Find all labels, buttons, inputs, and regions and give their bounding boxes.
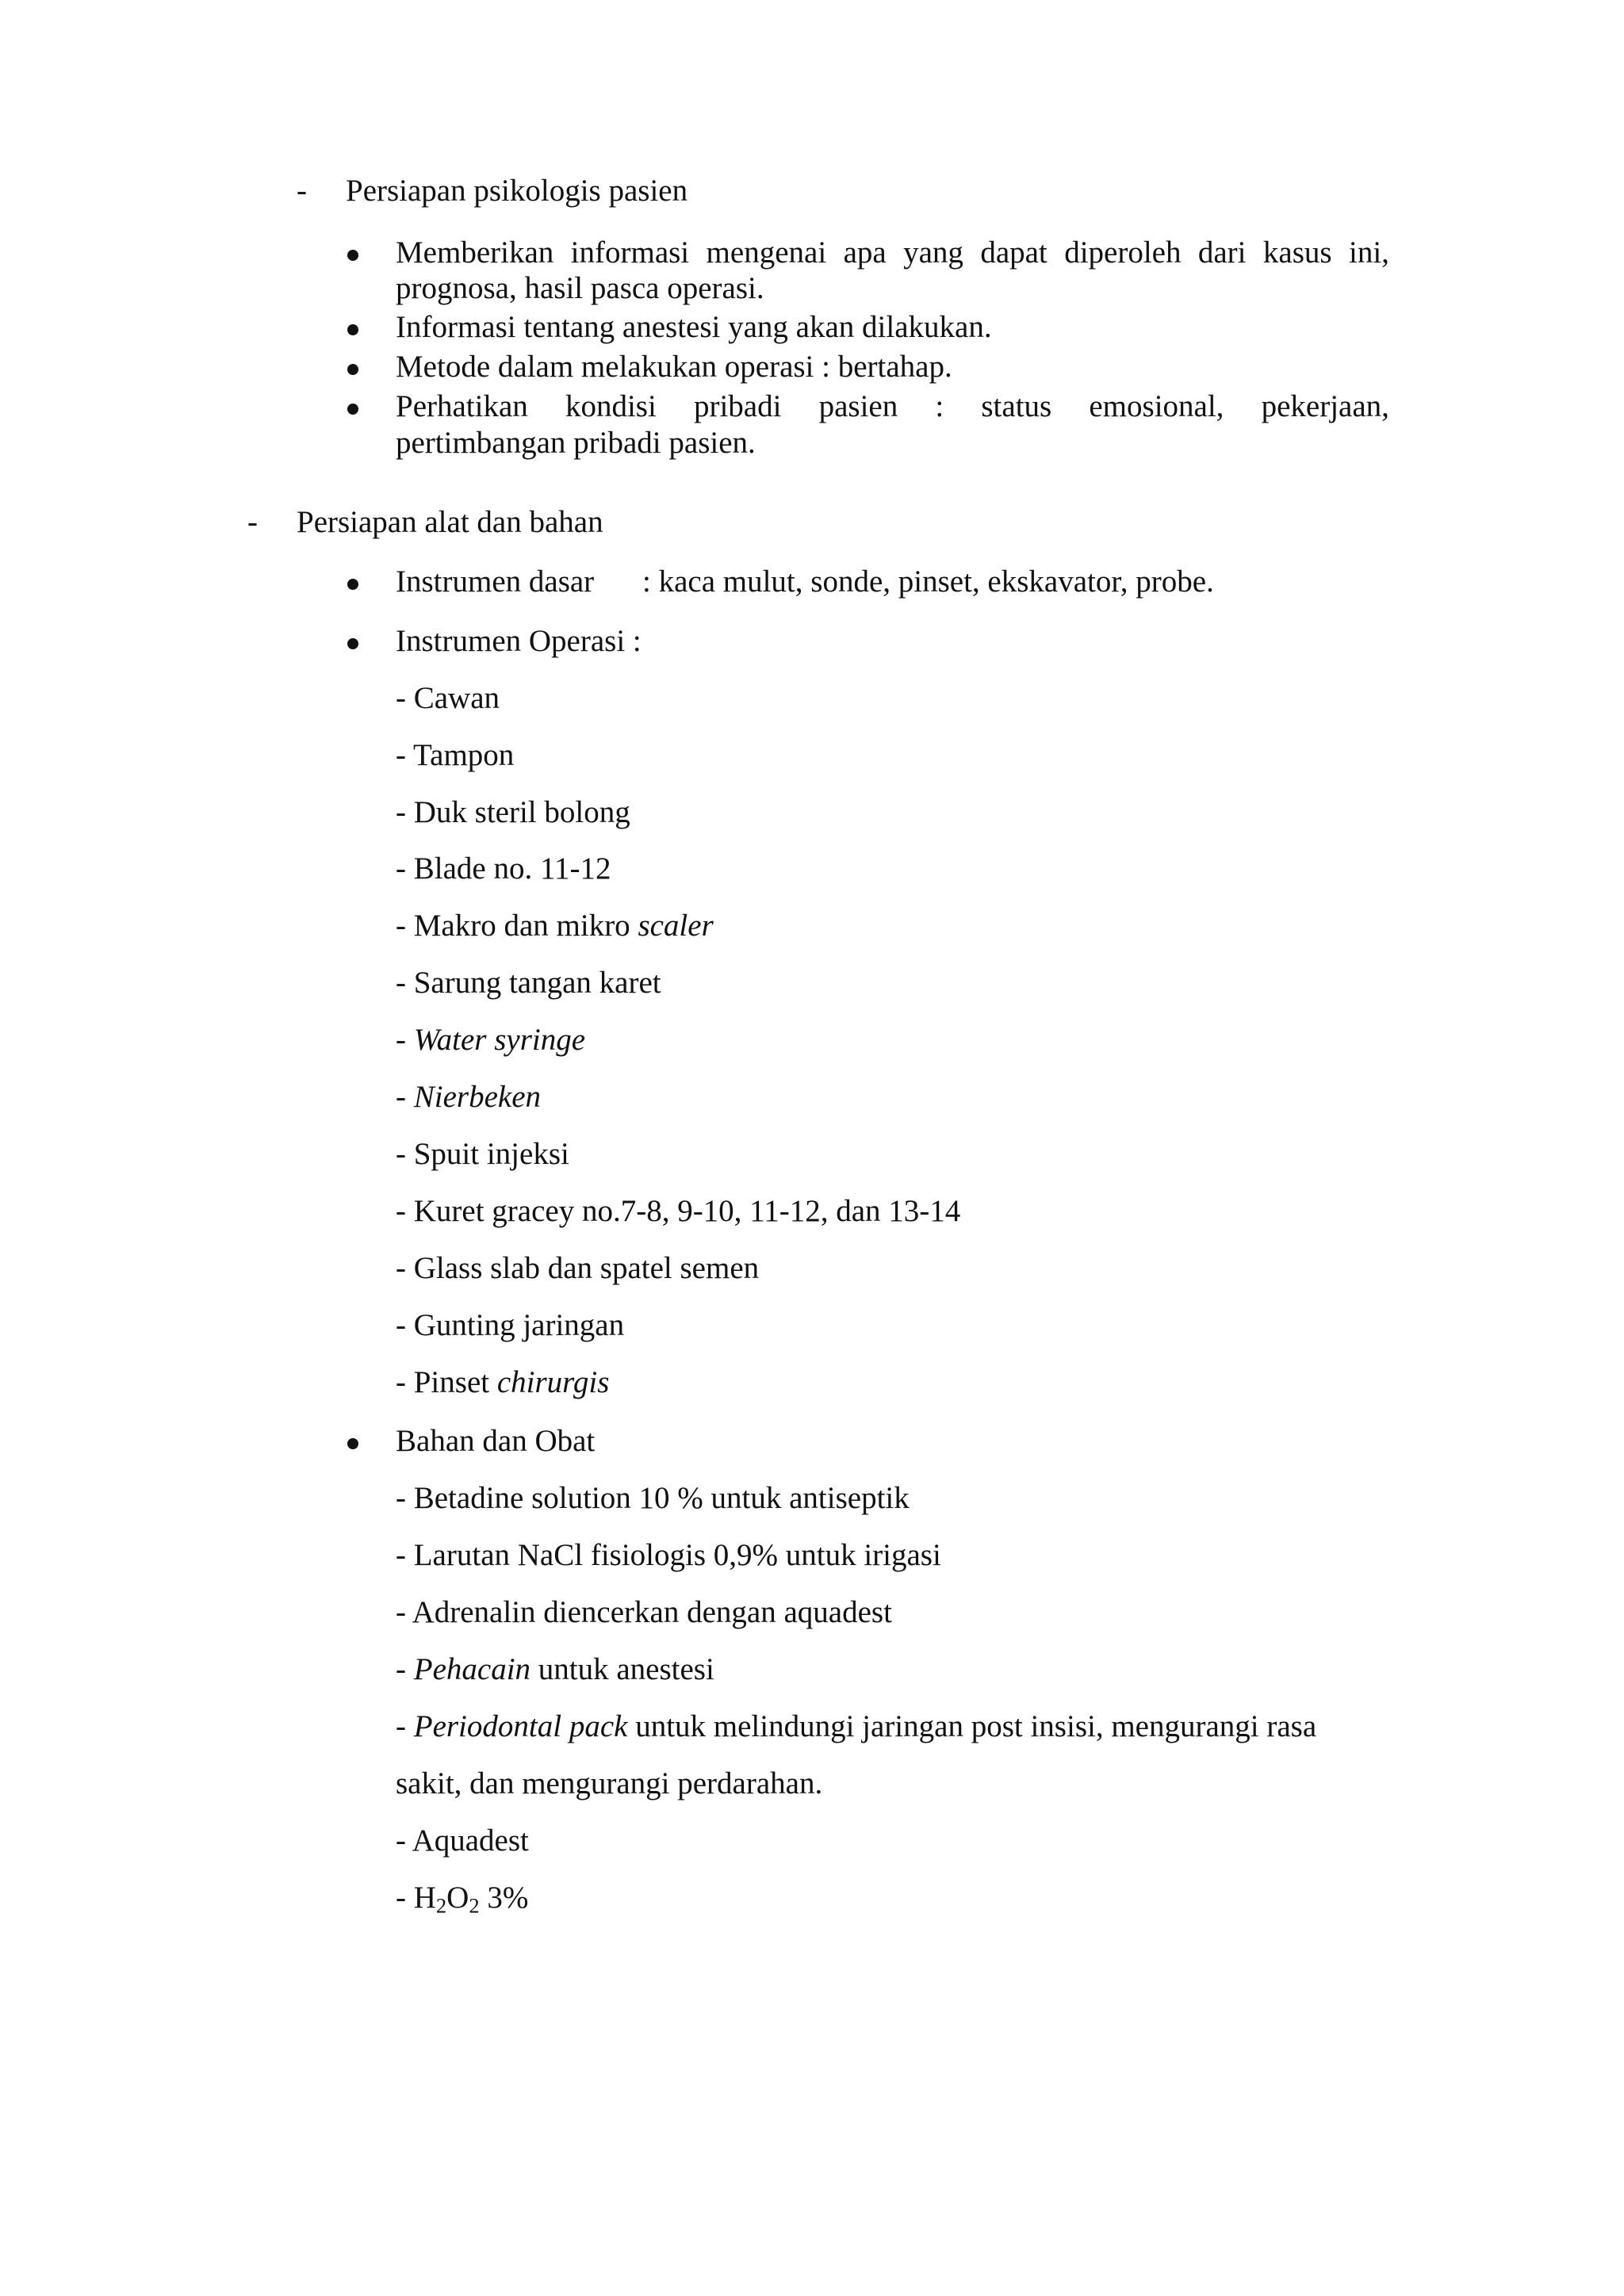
list-item-italic: scaler xyxy=(638,909,714,943)
word: pasien xyxy=(818,389,898,423)
list-item-text: - Pinset xyxy=(396,1365,497,1399)
word: yang xyxy=(903,235,963,270)
word: kasus xyxy=(1262,235,1332,270)
bullet-icon xyxy=(347,250,358,261)
word: : xyxy=(935,389,944,423)
list-item: - Gunting jaringan xyxy=(396,1308,625,1342)
list-item: - Adrenalin diencerkan dengan aquadest xyxy=(396,1595,892,1629)
list-item: - Blade no. 11-12 xyxy=(396,851,611,886)
section1-item1-line2: prognosa, hasil pasca operasi. xyxy=(396,271,764,305)
word: pribadi xyxy=(693,389,782,423)
word: apa xyxy=(843,235,887,270)
list-item: - Larutan NaCl fisiologis 0,9% untuk irigasi xyxy=(396,1538,941,1572)
list-item-italic: chirurgis xyxy=(496,1365,610,1399)
list-item-text: - xyxy=(396,1709,414,1743)
section1-item4-line1 xyxy=(396,388,1389,426)
list-item: - Sarung tangan karet xyxy=(396,966,661,1000)
list-item xyxy=(396,1022,585,1059)
section1-title: Persiapan psikologis pasien xyxy=(346,174,688,208)
list-item-text: - Makro dan mikro xyxy=(396,909,638,943)
list-item-italic: Periodontal pack xyxy=(413,1709,628,1743)
word: dari xyxy=(1197,235,1247,270)
list-item: - Aquadest xyxy=(396,1823,529,1858)
bullet-icon xyxy=(347,1438,358,1449)
section1-item1-line1 xyxy=(396,235,1389,272)
list-item-text: untuk melindungi jaringan post insisi, mengurangi rasa xyxy=(627,1709,1317,1743)
section1-item3: Metode dalam melakukan operasi : bertahap. xyxy=(396,350,952,384)
list-item: - Glass slab dan spatel semen xyxy=(396,1251,760,1285)
word: dapat xyxy=(980,235,1048,270)
list-item: - Duk steril bolong xyxy=(396,795,630,829)
word: Memberikan xyxy=(396,235,554,270)
section2-title: Persiapan alat dan bahan xyxy=(297,505,603,539)
word: mengenai xyxy=(706,235,827,270)
word: emosional, xyxy=(1089,389,1224,423)
formula-text: O xyxy=(446,1881,469,1915)
section1-item4-line2: pertimbangan pribadi pasien. xyxy=(396,426,756,460)
word: pekerjaan, xyxy=(1261,389,1389,423)
word: informasi xyxy=(570,235,690,270)
instrumen-operasi-label: Instrumen Operasi : xyxy=(396,624,642,658)
bullet-icon xyxy=(347,324,358,335)
list-item-text: - xyxy=(396,1023,414,1057)
formula-subscript: 2 xyxy=(435,1893,447,1918)
word: diperoleh xyxy=(1064,235,1182,270)
formula-subscript: 2 xyxy=(469,1893,480,1918)
list-item-text: untuk anestesi xyxy=(530,1652,714,1686)
list-item: - Tampon xyxy=(396,738,515,772)
list-item-italic: Pehacain xyxy=(413,1652,531,1686)
formula-text: - H xyxy=(396,1881,436,1915)
instrumen-dasar-value: : kaca mulut, sonde, pinset, ekskavator, probe. xyxy=(642,564,1214,599)
word: ini, xyxy=(1349,235,1389,270)
bullet-icon xyxy=(347,579,358,590)
list-item xyxy=(396,1079,541,1116)
bullet-icon xyxy=(347,638,358,649)
bahan-obat-label: Bahan dan Obat xyxy=(396,1424,596,1458)
bullet-icon xyxy=(347,364,358,375)
list-item-italic: Water syringe xyxy=(413,1023,586,1057)
instrumen-dasar-label: Instrumen dasar xyxy=(396,564,595,599)
word: Perhatikan xyxy=(396,389,528,423)
list-item xyxy=(396,1364,609,1402)
word: status xyxy=(981,389,1052,423)
list-item xyxy=(396,908,714,945)
list-item: - Kuret gracey no.7-8, 9-10, 11-12, dan 13-14 xyxy=(396,1194,961,1228)
section1-dash: - xyxy=(297,174,307,208)
list-item-text: - xyxy=(396,1080,414,1114)
section1-item2: Informasi tentang anestesi yang akan dilakukan. xyxy=(396,310,992,344)
list-item-text: - xyxy=(396,1652,414,1686)
section2-dash: - xyxy=(247,505,258,539)
word: kondisi xyxy=(565,389,657,423)
list-item-h2o2 xyxy=(396,1880,528,1917)
list-item: - Betadine solution 10 % untuk antiseptik xyxy=(396,1481,910,1515)
list-item-continuation: sakit, dan mengurangi perdarahan. xyxy=(396,1766,823,1800)
list-item-italic: Nierbeken xyxy=(413,1080,542,1114)
list-item: - Cawan xyxy=(396,681,500,715)
list-item: - Spuit injeksi xyxy=(396,1137,569,1171)
bullet-icon xyxy=(347,404,358,415)
formula-text: 3% xyxy=(479,1881,529,1915)
list-item xyxy=(396,1651,714,1689)
list-item xyxy=(396,1709,1316,1746)
